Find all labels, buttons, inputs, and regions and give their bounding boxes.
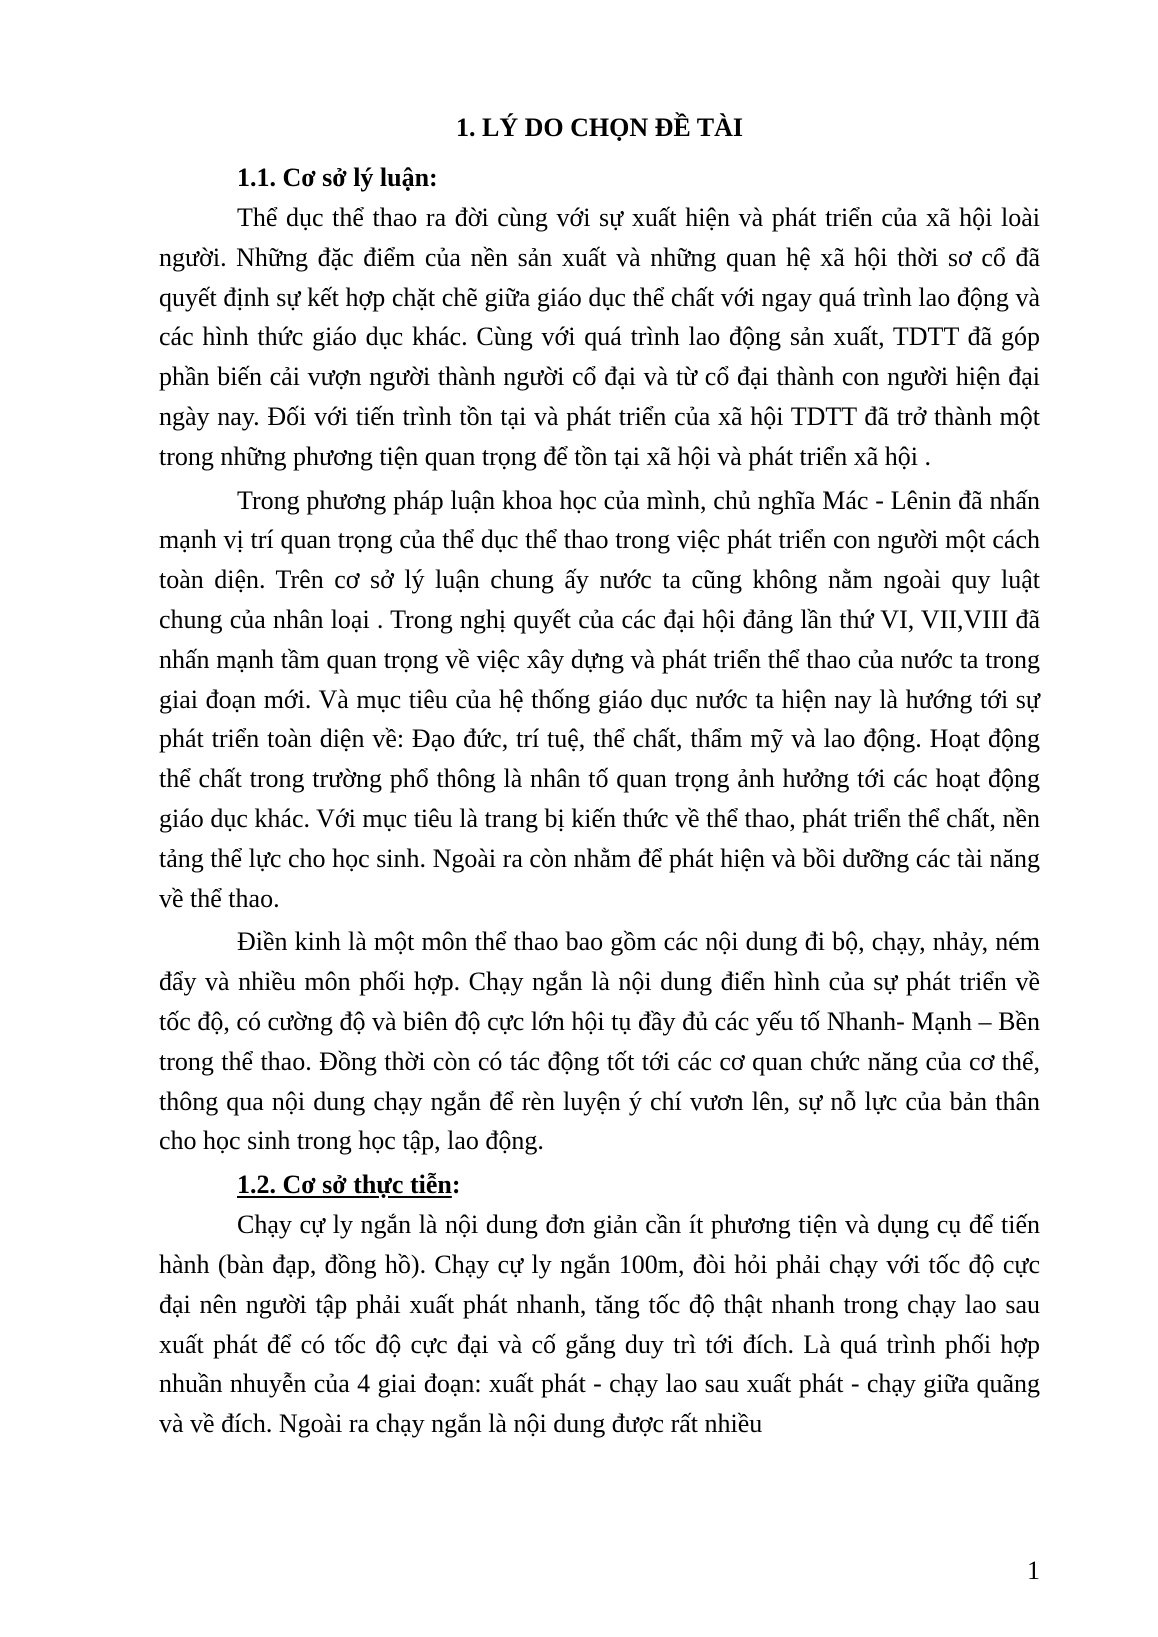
- section-heading-1-1: 1.1. Cơ sở lý luận:: [237, 163, 438, 192]
- page-title: 1. LÝ DO CHỌN ĐỀ TÀI: [455, 113, 743, 142]
- paragraph: Thể dục thể thao ra đời cùng với sự xuất hiện và phát triển của xã hội loài người. Những đặc điểm của nền sản xuất và những quan hệ xã hội thời sơ cổ đã quyết định sự kết hợp chặt chẽ giữa giáo dục thể chất với ngay quá trình lao động và các hình thức giáo dục khác. Cùng với quá trình lao động sản xuất, TDTT đã góp phần biến cải vượn người thành người cổ đại và từ cổ đại thành con người hiện đại ngày nay. Đối với tiến trình tồn tại và phát triển của xã hội TDTT đã trở thành một trong những phương tiện quan trọng để tồn tại xã hội và phát triển xã hội .: [159, 203, 1040, 471]
- section-heading-1-2: [159, 1165, 1040, 1205]
- section-heading-1-2-colon: :: [451, 1170, 461, 1200]
- section-heading-1-2-label: 1.2. Cơ sở thực tiễn: [237, 1170, 452, 1200]
- page-number: 1: [1027, 1556, 1040, 1585]
- paragraph: Chạy cự ly ngắn là nội dung đơn giản cần ít phương tiện và dụng cụ để tiến hành (bàn đạp, đồng hồ). Chạy cự ly ngắn 100m, đòi hỏi phải chạy với tốc độ cực đại nên người tập phải xuất phát nhanh, tăng tốc độ thật nhanh trong chạy lao sau xuất phát để có tốc độ cực đại và cố gắng duy trì tới đích. Là quá trình phối hợp nhuần nhuyễn của 4 giai đoạn: xuất phát - chạy lao sau xuất phát - chạy giữa quãng và về đích. Ngoài ra chạy ngắn là nội dung được rất nhiều: [159, 1210, 1040, 1439]
- paragraph: Trong phương pháp luận khoa học của mình, chủ nghĩa Mác - Lênin đã nhấn mạnh vị trí quan trọng của thể dục thể thao trong việc phát triển con người một cách toàn diện. Trên cơ sở lý luận chung ấy nước ta cũng không nằm ngoài quy luật chung của nhân loại . Trong nghị quyết của các đại hội đảng lần thứ VI, VII,VIII đã nhấn mạnh tầm quan trọng về việc xây dựng và phát triển thể thao của nước ta trong giai đoạn mới. Và mục tiêu của hệ thống giáo dục nước ta hiện nay là hướng tới sự phát triển toàn diện về: Đạo đức, trí tuệ, thể chất, thẩm mỹ và lao động. Hoạt động thể chất trong trường phổ thông là nhân tố quan trọng ảnh hưởng tới các hoạt động giáo dục khác. Với mục tiêu là trang bị kiến thức về thể thao, phát triển thể chất, nền tảng thể lực cho học sinh. Ngoài ra còn nhằm để phát hiện và bồi dưỡng các tài năng về thể thao.: [159, 485, 1040, 913]
- page-content: [159, 108, 1040, 1448]
- paragraph: Điền kinh là một môn thể thao bao gồm các nội dung đi bộ, chạy, nhảy, ném đẩy và nhiều môn phối hợp. Chạy ngắn là nội dung điển hình của sự phát triển về tốc độ, có cường độ và biên độ cực lớn hội tụ đầy đủ các yếu tố Nhanh- Mạnh – Bền trong thể thao. Đồng thời còn có tác động tốt tới các cơ quan chức năng của cơ thể, thông qua nội dung chạy ngắn để rèn luyện ý chí vươn lên, sự nỗ lực của bản thân cho học sinh trong học tập, lao động.: [159, 927, 1040, 1156]
